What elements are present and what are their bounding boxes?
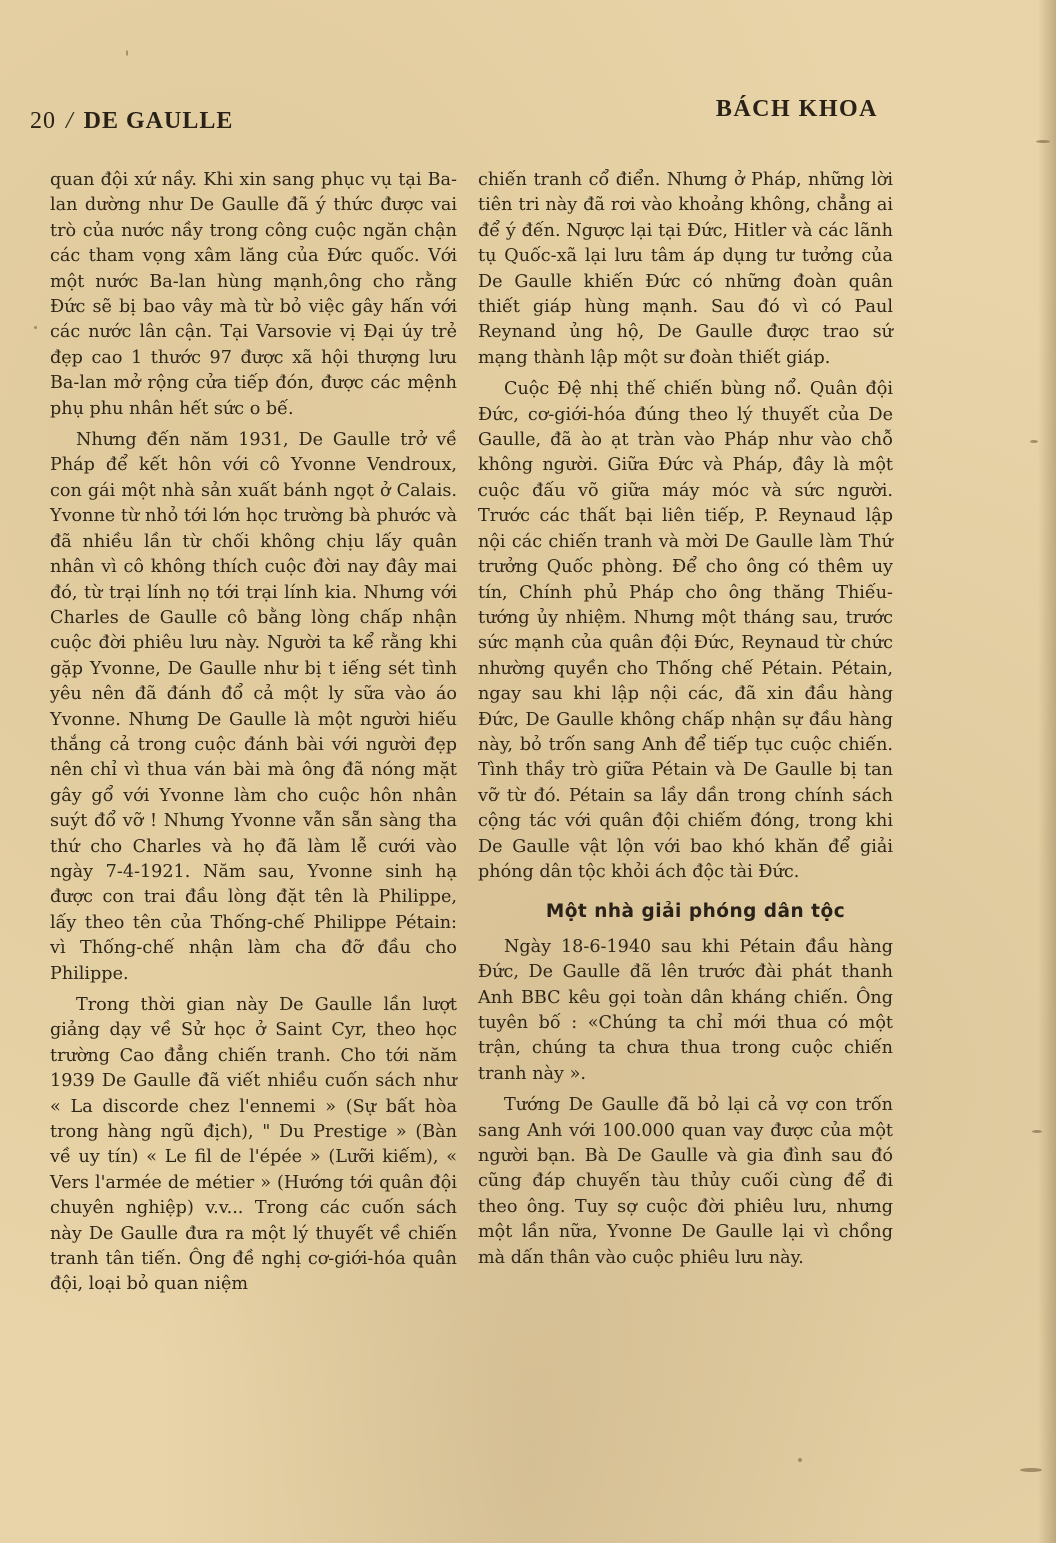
page-number: 20 [30, 108, 56, 134]
left-column [50, 168, 457, 1304]
left-paragraph-2: Nhưng đến năm 1931, De Gaulle trở về Pháp để kết hôn với cô Yvonne Vendroux, con gái một nhà sản xuất bánh ngọt ở Calais. Yvonne từ nhỏ tới lớn học trường bà phước và đã nhiều lần từ chối không chịu lấy quân nhân vì cô không thích cuộc đời nay đây mai đó, từ trại lính nọ tới trại lính kia. Nhưng với Charles de Gaulle cô bằng lòng chấp nhận cuộc đời phiêu lưu này. Người ta kể rằng khi gặp Yvonne, De Gaulle như bị t iếng sét tình yêu nên đã đánh đổ cả một ly sữa vào áo Yvonne. Nhưng De Gaulle là một người hiếu thắng cả trong cuộc đánh bài với người đẹp nên chỉ vì thua ván bài mà ông đã nóng mặt gây gổ với Yvonne làm cho cuộc hôn nhân suýt đổ vỡ ! Nhưng Yvonne vẫn sẵn sàng tha thứ cho Charles và họ đã làm lễ cưới vào ngày 7-4-1921. Năm sau, Yvonne sinh hạ được con trai đầu lòng đặt tên là Philippe, lấy theo tên của Thống-chế Philippe Pétain: vì Thống-chế nhận làm cha đỡ đầu cho Philippe. [50, 430, 457, 984]
right-paragraph-3: Ngày 18-6-1940 sau khi Pétain đầu hàng Đức, De Gaulle đã lên trước đài phát thanh Anh BBC kêu gọi toàn dân kháng chiến. Ông tuyên bố : «Chúng ta chỉ mới thua có một trận, chúng ta chưa thua trong cuộc chiến tranh này ». [478, 936, 893, 1084]
right-column [478, 168, 893, 1277]
right-paragraph-1: chiến tranh cổ điển. Nhưng ở Pháp, những lời tiên tri này đã rơi vào khoảng không, chẳng ai để ý đến. Ngược lại tại Đức, Hitler và các lãnh tụ Quốc-xã lại lưu tâm áp dụng tư tưởng của De Gaulle khiến Đức có những đoàn quân thiết giáp hùng mạnh. Sau đó vì có Paul Reynand ủng hộ, De Gaulle được trao sứ mạng thành lập một sư đoàn thiết giáp. [478, 170, 893, 368]
section-heading: Một nhà giải phóng dân tộc [545, 901, 846, 923]
paper-speck [34, 326, 37, 329]
page-edge-shadow [1038, 0, 1056, 1543]
header-separator: / [66, 108, 74, 134]
paper-speck [126, 50, 128, 56]
page-header-left [30, 108, 233, 135]
paper-speck [1030, 440, 1038, 443]
paper-speck [798, 1458, 802, 1462]
right-paragraph-4: Tướng De Gaulle đã bỏ lại cả vợ con trốn sang Anh với 100.000 quan vay được của một người bạn. Bà De Gaulle và gia đình sau đó cũng đáp chuyến tàu thủy cuối cùng để đi theo ông. Tuy sợ cuộc đời phiêu lưu, nhưng một lần nữa, Yvonne De Gaulle lại vì chồng mà dấn thân vào cuộc phiêu lưu này. [478, 1095, 893, 1268]
left-paragraph-1: quan đội xứ nầy. Khi xin sang phục vụ tại Ba-lan dường như De Gaulle đã ý thức được vai trò của nước nầy trong công cuộc ngăn chận các tham vọng xâm lăng của Đức quốc. Với một nước Ba-lan hùng mạnh,ông cho rằng Đức sẽ bị bao vây mà từ bỏ việc gây hấn với các nước lân cận. Tại Varsovie vị Đại úy trẻ đẹp cao 1 thước 97 được xã hội thượng lưu Ba-lan mở rộng cửa tiếp đón, được các mệnh phụ phu nhân hết sức o bế. [50, 170, 457, 419]
running-title: DE GAULLE [83, 108, 234, 134]
left-paragraph-3: Trong thời gian này De Gaulle lần lượt giảng dạy về Sử học ở Saint Cyr, theo học trường Cao đẳng chiến tranh. Cho tới năm 1939 De Gaulle đã viết nhiều cuốn sách như « La discorde chez l'ennemi » (Sự bất hòa trong hàng ngũ địch), " Du Prestige » (Bàn về uy tín) « Le fil de l'épée » (Lưỡi kiếm), « Vers l'armée de métier » (Hướng tới quân đội chuyên nghiệp) v.v... Trong các cuốn sách này De Gaulle đưa ra một lý thuyết về chiến tranh tân tiến. Ông đề nghị cơ-giới-hóa quân đội, loại bỏ quan niệm [50, 995, 457, 1295]
publication-name: BÁCH KHOA [715, 96, 878, 122]
right-paragraph-2: Cuộc Đệ nhị thế chiến bùng nổ. Quân đội Đức, cơ-giới-hóa đúng theo lý thuyết của De Gaulle, đã ào ạt tràn vào Pháp như vào chỗ không người. Giữa Đức và Pháp, đây là một cuộc đấu võ giữa máy móc và sức người. Trước các thất bại liên tiếp, P. Reynaud lập nội các chiến tranh và mời De Gaulle làm Thứ trưởng Quốc phòng. Để cho ông có thêm uy tín, Chính phủ Pháp cho ông thăng Thiếu-tướng ủy nhiệm. Nhưng một tháng sau, trước sức mạnh của quân đội Đức, Reynaud từ chức nhường quyền cho Thống chế Pétain. Pétain, ngay sau khi lập nội các, đã xin đầu hàng Đức, De Gaulle không chấp nhận sự đầu hàng này, bỏ trốn sang Anh để tiếp tục cuộc chiến. Tình thầy trò giữa Pétain và De Gaulle bị tan vỡ từ đó. Pétain sa lầy dần trong chính sách cộng tác với quân đội chiếm đóng, trong khi De Gaulle vật lộn với bao khó khăn để giải phóng dân tộc khỏi ách độc tài Đức. [478, 379, 893, 882]
